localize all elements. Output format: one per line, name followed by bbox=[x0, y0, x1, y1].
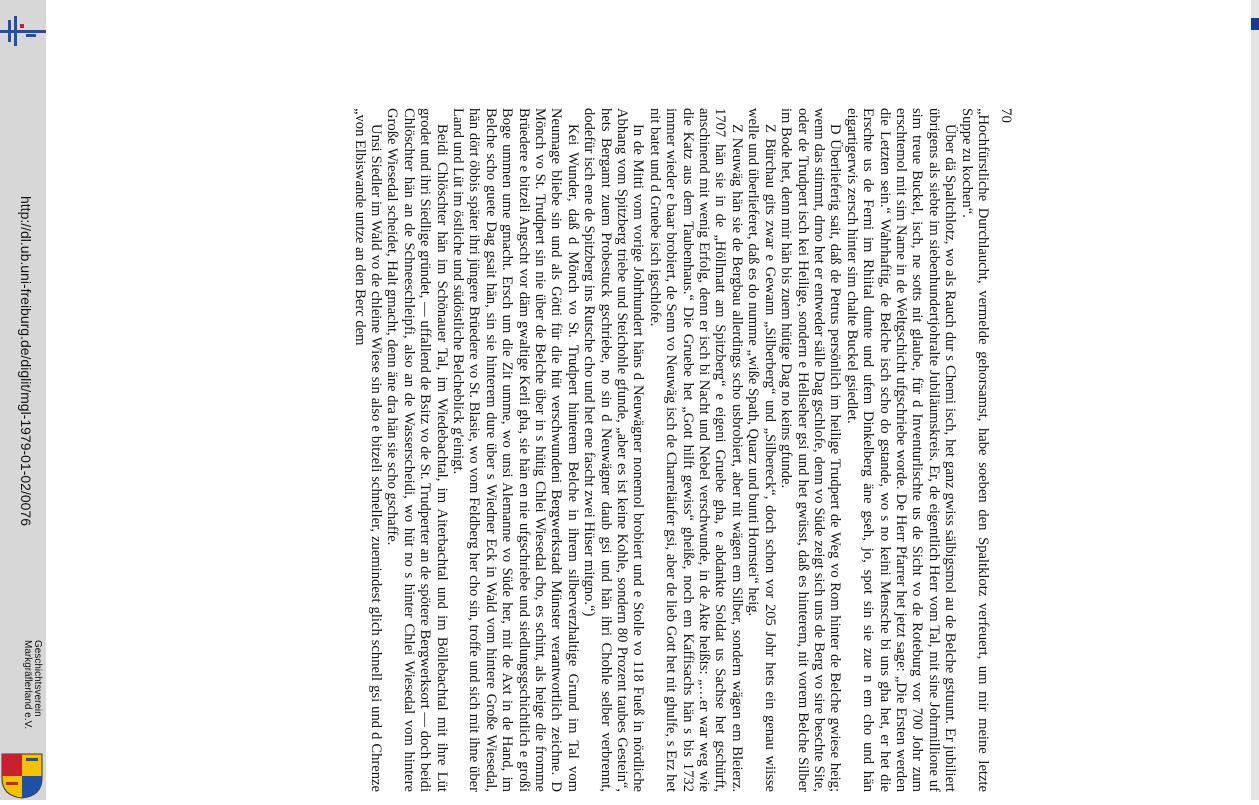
body-text bbox=[351, 108, 991, 792]
paragraph: Über dä Spaltchlotz, wo als Rauch dur s Chemi isch, het ganz gwiss sälbigsmol au de Belche gstuunt. Er jubiliert übrigens als siebte im siebenhundertjohralte Jubiläumskreis. Er, de eigentlich Herr vom Tal, mit sine Johrmillione uf sim treue Buckel, isch, ne sotts nit glaube, für d Inventurlischte us de Sicht vo de Roteburg vor 700 Johr zum erschtemol mit sim Name in de Weltgschicht ufgschriebe worde. De Herr Pfarrer het jetzt sage: „Die Ersten werden die Letzten sein.“ Wahrhaftig, de Belche isch scho do gstande, wo s no keini Mensche bi uns gha het, er het die Erschte us de Ferni im Rhiital dunte und ufem Dinkelberg äne gseh, jo, spot sin sie zue n em cho und hän eigartigerwis zersch hinter sim chalte Buckel gsiedlet. bbox=[843, 108, 959, 792]
ub-freiburg-logo-icon bbox=[0, 16, 46, 51]
paragraph: Z Bürchau gits zwar e Gewann „Silberberg“ und „Silbereck“, doch schon vor 205 Johr hets ein genau wiisse welle und überlieferet, daß es do numme „wiße Spath, Quarz und bunti Hornstei“ heig. bbox=[745, 108, 778, 792]
paragraph: „Hochfürstliche Durchlaucht, vermelde gehorsamst, habe soeben den Spaltklotz verfeuert, um mir meine letzte Suppe zu kochen“. bbox=[958, 108, 991, 792]
paragraph: Kei Wunder, daß d Mönch vo St. Trudpert hinterem Belche in ihrem silberverzhaltige Grund im Tal vom Neumage bliebe sin und als Götti für die hüt verschwundeni Bergwerkstadt Münster verantwortlich zeichne. D Mönch vo St. Trudpert sin nie über de Belche über in s hütig Chlei Wiesedal cho, es schint, als heige die fromme Brüedere e bitzeli Angscht vor däm gwaltige Kerli gha, sie hän en nie ufgschriebe und siedlungsgschichtlich e großi Boge ummen ume gmacht. Ersch um die Zit umme, wo unsi Alemanne vo Süde her, mit de Axt in de Hand, im Belche scho guete Dag gsait hän, sin sie hinterem dure über s Wiedner Eck in Wald vom hintere Große Wiesedal, hän dört öbbis später ihri jüngere Brüedere vo St. Blasie, wo vom Feldberg her cho sin, troffe und sich mit ihne über Land und Lüt im östliche und südöstliche Belcheblick g'einigt. bbox=[450, 108, 581, 792]
paragraph: Unsi Siedler im Wald vo de chleine Wiese sin also e bitzeli schneller, zuemindest glich schnell gsi und d Chrenze „von Elbiswande untze an den Berc dem bbox=[351, 108, 384, 792]
rotated-page-content bbox=[211, 108, 1014, 792]
right-sidebar bbox=[1251, 0, 1259, 800]
paragraph: Beidi Chlöschter hän im Schönauer Tal, im Wiedebachtal, im Aiterbachtal und im Böllebachtal mit ihre Lüt grodet und ihri Siedlige gründet, — uffallend de Bsitz vo de St. Trudperter an de spötere Bergwerksort — doch beidi Chlöschter hän an de Schneeschleipfi, also an de Wasserscheidi, wo hüt no s hinter Chlei Wiesedal vom hintere Große Wiesedal scheidet, Halt gmacht, denn äne dra hän sie scho gschaffe. bbox=[384, 108, 450, 792]
document-page bbox=[46, 0, 1251, 800]
footer-url[interactable]: http://dl.ub.uni-freiburg.de/diglit/mgl-1979-01-02/0076 bbox=[18, 196, 34, 526]
verein-name: Geschichtsverein Markgräflerland e.V. bbox=[22, 640, 43, 730]
page-number: 70 bbox=[998, 108, 1014, 123]
paragraph: Z Neuwäg hän sie de Bergbau allerdings scho usbrobiert, aber nit wägen em Silber, sondern wägen em Bleierz. 1707 hän sie in de „Höllmatt am Spitzberg“ e eigeni Gruebe gha, e abdankte Soldat us Sachse het gschürft, anschinend mit wenig Erfolg, denn er isch bi Nacht und Nebel verschwunde, in de Akte heißts: „…er war weg wie die Katz aus dem Taubenhaus.“ Die Gruebe het „Gott hilft gewiss“ gheiße, noch em Kaffisachs hän s bis 1732 immer wieder e baar brobiert, de Senn vo Neuwäg isch de Charreläufer gsi, aber de lieb Gott het nit ghulfe, s Erz het nit batet und d Gruebe isch igschlofe. bbox=[646, 108, 745, 792]
paragraph: In de Mitti vom vorige Johrhundert häns d Neuwägner nonemol brobiert und e Stolle vo 118 Fueß in nördliche Abhang vom Spitzberg triebe und Steichohle gfunde, „aber es ist keine Kohle, sondern 80 Prozent taubes Gestein“, hets Bergamt zuem Probestuck gschriebe, no sin d Neuwägner daub gsi und hän ihri Chohle selber verbrennt, dodefür isch ene de Spitzberg ins Rutsche cho und het ene fascht zwei Hüser mitgno.“) bbox=[581, 108, 647, 792]
paragraph: D Überlieferig sait, daß de Petrus persönlich im heilige Trudpert de Weg vo Rom hinter de Belche gwiese heig; wenn das stimmt, drno het er entweder sälle Dag gschlofe, denn vo Süde zeigt sich uns de Berg vo sire beschte Site, oder de Trudpert isch kei Heilige, sondern e Hellseher gsi und het gwüsst, daß es hinterem, nit vorem Belche Silber im Bode het, denn mir hän bis zuem hütige Dag no keins gfunde. bbox=[778, 108, 844, 792]
coat-of-arms-icon bbox=[0, 752, 44, 805]
left-sidebar bbox=[0, 0, 46, 800]
right-marker bbox=[1251, 18, 1259, 30]
